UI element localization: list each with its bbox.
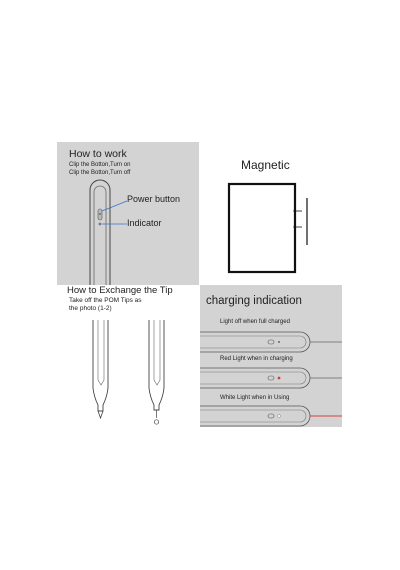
how-to-work-title: How to work	[69, 148, 127, 160]
pen-red-light-icon	[200, 368, 342, 388]
power-button-label: Power button	[127, 194, 181, 204]
how-to-work-line-1: Clip the Botton,Turn on	[69, 162, 131, 168]
charging-state-full: Light off when full charged	[220, 319, 290, 325]
stylus-illustration	[57, 142, 199, 285]
magnetic-panel	[200, 142, 342, 285]
pen-light-off-icon	[200, 332, 342, 352]
indicator-label: Indicator	[127, 218, 162, 228]
pen-step-1-icon	[93, 320, 108, 418]
how-to-work-line-2: Clip the Botton,Turn off	[69, 170, 131, 176]
exchange-tip-title: How to Exchange the Tip	[67, 285, 173, 296]
pen-step-2-icon	[149, 320, 164, 424]
charging-state-red: Red Light when in charging	[220, 356, 293, 362]
how-to-work-panel	[57, 142, 199, 285]
magnetic-illustration	[200, 142, 342, 285]
tip-exchange-illustration	[57, 285, 200, 427]
exchange-tip-panel	[57, 285, 200, 427]
charging-state-white: White Light when in Using	[220, 395, 290, 401]
exchange-tip-line-2: the photo (1-2)	[69, 305, 112, 312]
pen-white-light-icon	[200, 406, 342, 426]
charging-illustration	[200, 285, 342, 427]
charging-panel	[200, 285, 342, 427]
magnetic-title: Magnetic	[241, 158, 290, 172]
indicator-icon	[99, 223, 102, 226]
charging-title: charging indication	[206, 295, 302, 307]
tablet-icon	[229, 184, 295, 272]
exchange-tip-line-1: Take off the POM Tips as	[69, 297, 142, 304]
